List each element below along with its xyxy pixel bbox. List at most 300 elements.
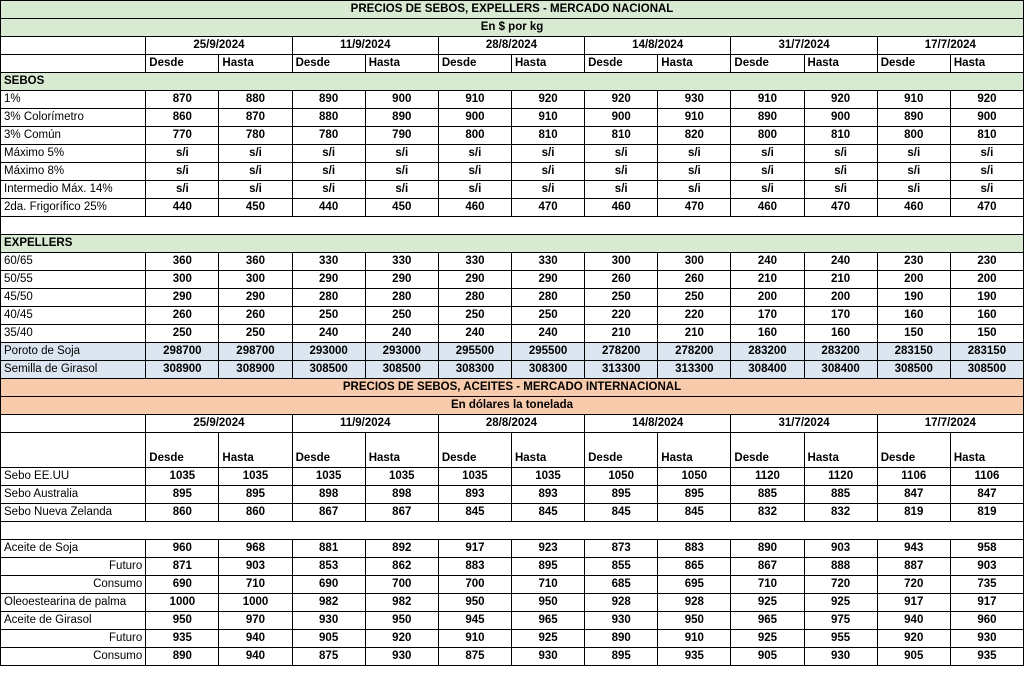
desde-header: Desde bbox=[438, 433, 511, 468]
price-cell: 300 bbox=[146, 271, 219, 289]
price-cell: 1000 bbox=[219, 594, 292, 612]
price-cell: 200 bbox=[804, 289, 877, 307]
price-cell: 295500 bbox=[511, 343, 584, 361]
price-cell: 240 bbox=[365, 325, 438, 343]
price-cell: 290 bbox=[146, 289, 219, 307]
price-cell: 960 bbox=[950, 612, 1023, 630]
price-cell: 950 bbox=[511, 594, 584, 612]
section-label-row bbox=[1, 235, 1024, 253]
spacer-row bbox=[1, 217, 1024, 235]
price-cell: 1035 bbox=[511, 468, 584, 486]
table-row bbox=[1, 181, 1024, 199]
date-header: 11/9/2024 bbox=[292, 37, 438, 55]
price-cell: 890 bbox=[292, 91, 365, 109]
price-cell: 905 bbox=[731, 648, 804, 666]
price-cell: 905 bbox=[292, 630, 365, 648]
price-cell: 150 bbox=[950, 325, 1023, 343]
price-cell: 920 bbox=[585, 91, 658, 109]
price-cell: s/i bbox=[438, 145, 511, 163]
price-cell: 1106 bbox=[950, 468, 1023, 486]
price-cell: 240 bbox=[731, 253, 804, 271]
price-cell: 1000 bbox=[146, 594, 219, 612]
price-cell: 690 bbox=[146, 576, 219, 594]
price-cell: 470 bbox=[804, 199, 877, 217]
desde-header: Desde bbox=[292, 55, 365, 73]
date-header: 25/9/2024 bbox=[146, 37, 292, 55]
price-cell: 710 bbox=[731, 576, 804, 594]
section-label-row bbox=[1, 73, 1024, 91]
empty-cell bbox=[1, 522, 1024, 540]
desde-header: Desde bbox=[146, 55, 219, 73]
price-cell: 940 bbox=[219, 630, 292, 648]
section-label: SEBOS bbox=[1, 73, 1024, 91]
price-cell: 150 bbox=[877, 325, 950, 343]
price-cell: 250 bbox=[219, 325, 292, 343]
section-title: PRECIOS DE SEBOS, ACEITES - MERCADO INTERNACIONAL bbox=[1, 379, 1024, 397]
empty-cell bbox=[1, 37, 146, 55]
price-cell: 898 bbox=[365, 486, 438, 504]
price-cell: s/i bbox=[877, 163, 950, 181]
price-cell: s/i bbox=[219, 181, 292, 199]
price-cell: 220 bbox=[658, 307, 731, 325]
price-cell: s/i bbox=[731, 145, 804, 163]
price-cell: 970 bbox=[219, 612, 292, 630]
row-label: 45/50 bbox=[1, 289, 146, 307]
price-cell: 910 bbox=[658, 109, 731, 127]
price-cell: 780 bbox=[292, 127, 365, 145]
price-cell: 982 bbox=[292, 594, 365, 612]
price-cell: s/i bbox=[585, 145, 658, 163]
price-cell: 943 bbox=[877, 540, 950, 558]
price-cell: s/i bbox=[146, 181, 219, 199]
price-cell: s/i bbox=[877, 145, 950, 163]
desde-header: Desde bbox=[146, 433, 219, 468]
price-cell: 810 bbox=[585, 127, 658, 145]
price-cell: 170 bbox=[804, 307, 877, 325]
price-cell: 308300 bbox=[438, 361, 511, 379]
price-cell: s/i bbox=[292, 181, 365, 199]
price-cell: 925 bbox=[511, 630, 584, 648]
price-cell: 900 bbox=[804, 109, 877, 127]
unit-subtitle: En dólares la tonelada bbox=[1, 397, 1024, 415]
price-cell: 895 bbox=[511, 558, 584, 576]
row-label: 60/65 bbox=[1, 253, 146, 271]
row-label: 50/55 bbox=[1, 271, 146, 289]
price-cell: 1035 bbox=[292, 468, 365, 486]
hasta-header: Hasta bbox=[219, 433, 292, 468]
row-label: Sebo Australia bbox=[1, 486, 146, 504]
price-cell: s/i bbox=[950, 181, 1023, 199]
price-cell: 888 bbox=[804, 558, 877, 576]
price-cell: 847 bbox=[877, 486, 950, 504]
price-cell: 820 bbox=[658, 127, 731, 145]
price-cell: 735 bbox=[950, 576, 1023, 594]
price-cell: 1120 bbox=[804, 468, 877, 486]
price-cell: 930 bbox=[292, 612, 365, 630]
desde-header: Desde bbox=[877, 433, 950, 468]
price-cell: 930 bbox=[585, 612, 658, 630]
table-row bbox=[1, 145, 1024, 163]
price-cell: 700 bbox=[438, 576, 511, 594]
row-label: Oleoestearina de palma bbox=[1, 594, 146, 612]
date-header: 11/9/2024 bbox=[292, 415, 438, 433]
row-label: Sebo EE.UU bbox=[1, 468, 146, 486]
price-cell: 968 bbox=[219, 540, 292, 558]
price-cell: 895 bbox=[658, 486, 731, 504]
price-cell: 240 bbox=[438, 325, 511, 343]
price-cell: 845 bbox=[658, 504, 731, 522]
price-cell: 295500 bbox=[438, 343, 511, 361]
price-cell: 200 bbox=[731, 289, 804, 307]
price-cell: 900 bbox=[438, 109, 511, 127]
table-row bbox=[1, 504, 1024, 522]
price-cell: s/i bbox=[146, 145, 219, 163]
price-cell: 440 bbox=[146, 199, 219, 217]
price-cell: 330 bbox=[511, 253, 584, 271]
price-cell: s/i bbox=[511, 145, 584, 163]
row-label: 35/40 bbox=[1, 325, 146, 343]
price-cell: 819 bbox=[877, 504, 950, 522]
price-cell: 230 bbox=[877, 253, 950, 271]
price-cell: s/i bbox=[731, 181, 804, 199]
hasta-header: Hasta bbox=[804, 433, 877, 468]
price-cell: 250 bbox=[511, 307, 584, 325]
desde-header: Desde bbox=[292, 433, 365, 468]
price-cell: 330 bbox=[438, 253, 511, 271]
hasta-header: Hasta bbox=[804, 55, 877, 73]
price-cell: 810 bbox=[804, 127, 877, 145]
price-cell: s/i bbox=[585, 181, 658, 199]
price-cell: s/i bbox=[292, 145, 365, 163]
price-cell: 210 bbox=[804, 271, 877, 289]
price-cell: 300 bbox=[585, 253, 658, 271]
price-cell: 940 bbox=[877, 612, 950, 630]
price-cell: 240 bbox=[511, 325, 584, 343]
table-row bbox=[1, 253, 1024, 271]
price-cell: 892 bbox=[365, 540, 438, 558]
price-cell: 280 bbox=[511, 289, 584, 307]
price-cell: 780 bbox=[219, 127, 292, 145]
price-cell: 900 bbox=[365, 91, 438, 109]
price-cell: 460 bbox=[438, 199, 511, 217]
date-header: 31/7/2024 bbox=[731, 37, 877, 55]
table-row bbox=[1, 361, 1024, 379]
table-row bbox=[1, 612, 1024, 630]
price-cell: 910 bbox=[658, 630, 731, 648]
price-cell: 210 bbox=[585, 325, 658, 343]
price-cell: 330 bbox=[365, 253, 438, 271]
price-cell: 867 bbox=[365, 504, 438, 522]
price-cell: 250 bbox=[365, 307, 438, 325]
price-cell: 917 bbox=[438, 540, 511, 558]
date-header: 31/7/2024 bbox=[731, 415, 877, 433]
price-cell: 940 bbox=[219, 648, 292, 666]
price-cell: 250 bbox=[585, 289, 658, 307]
price-cell: s/i bbox=[219, 145, 292, 163]
price-cell: 278200 bbox=[658, 343, 731, 361]
price-cell: 955 bbox=[804, 630, 877, 648]
price-cell: s/i bbox=[438, 163, 511, 181]
price-cell: 832 bbox=[804, 504, 877, 522]
price-cell: 298700 bbox=[219, 343, 292, 361]
price-cell: 975 bbox=[804, 612, 877, 630]
desde-header: Desde bbox=[731, 433, 804, 468]
price-cell: 875 bbox=[292, 648, 365, 666]
price-cell: 250 bbox=[658, 289, 731, 307]
date-header: 28/8/2024 bbox=[438, 415, 584, 433]
price-cell: 935 bbox=[146, 630, 219, 648]
price-cell: 160 bbox=[950, 307, 1023, 325]
empty-cell bbox=[1, 217, 1024, 235]
price-cell: 283150 bbox=[950, 343, 1023, 361]
table-row bbox=[1, 558, 1024, 576]
price-cell: 910 bbox=[438, 630, 511, 648]
price-cell: 440 bbox=[292, 199, 365, 217]
price-cell: 893 bbox=[438, 486, 511, 504]
price-cell: 210 bbox=[731, 271, 804, 289]
price-cell: 1050 bbox=[585, 468, 658, 486]
row-label: 2da. Frigorífico 25% bbox=[1, 199, 146, 217]
price-cell: 883 bbox=[438, 558, 511, 576]
price-cell: 890 bbox=[731, 109, 804, 127]
price-cell: 1106 bbox=[877, 468, 950, 486]
price-cell: 860 bbox=[219, 504, 292, 522]
price-cell: 885 bbox=[731, 486, 804, 504]
table-row bbox=[1, 576, 1024, 594]
price-cell: s/i bbox=[365, 163, 438, 181]
price-cell: s/i bbox=[804, 163, 877, 181]
price-cell: s/i bbox=[950, 163, 1023, 181]
hasta-header: Hasta bbox=[950, 55, 1023, 73]
price-cell: 308900 bbox=[146, 361, 219, 379]
desde-header: Desde bbox=[585, 55, 658, 73]
date-header: 14/8/2024 bbox=[585, 37, 731, 55]
price-cell: 360 bbox=[219, 253, 292, 271]
price-cell: s/i bbox=[950, 145, 1023, 163]
price-cell: 308500 bbox=[292, 361, 365, 379]
price-cell: 903 bbox=[219, 558, 292, 576]
price-cell: 893 bbox=[511, 486, 584, 504]
price-cell: 770 bbox=[146, 127, 219, 145]
date-row bbox=[1, 415, 1024, 433]
price-cell: 920 bbox=[950, 91, 1023, 109]
price-cell: 890 bbox=[731, 540, 804, 558]
hasta-header: Hasta bbox=[365, 55, 438, 73]
price-cell: 885 bbox=[804, 486, 877, 504]
price-cell: 360 bbox=[146, 253, 219, 271]
price-cell: 710 bbox=[219, 576, 292, 594]
price-cell: 965 bbox=[731, 612, 804, 630]
price-cell: 250 bbox=[292, 307, 365, 325]
price-cell: 240 bbox=[292, 325, 365, 343]
price-cell: 900 bbox=[585, 109, 658, 127]
price-cell: 917 bbox=[950, 594, 1023, 612]
row-label: Consumo bbox=[1, 576, 146, 594]
price-cell: 930 bbox=[365, 648, 438, 666]
row-label: Futuro bbox=[1, 630, 146, 648]
price-cell: 313300 bbox=[585, 361, 658, 379]
price-cell: 895 bbox=[585, 648, 658, 666]
desde-hasta-row bbox=[1, 55, 1024, 73]
section-label: EXPELLERS bbox=[1, 235, 1024, 253]
date-header: 14/8/2024 bbox=[585, 415, 731, 433]
row-label: 40/45 bbox=[1, 307, 146, 325]
price-cell: 903 bbox=[804, 540, 877, 558]
price-cell: 860 bbox=[146, 504, 219, 522]
price-cell: 160 bbox=[877, 307, 950, 325]
price-cell: 860 bbox=[146, 109, 219, 127]
price-cell: 200 bbox=[877, 271, 950, 289]
price-cell: 200 bbox=[950, 271, 1023, 289]
price-cell: s/i bbox=[877, 181, 950, 199]
price-cell: 847 bbox=[950, 486, 1023, 504]
price-cell: 290 bbox=[365, 271, 438, 289]
price-cell: 210 bbox=[658, 325, 731, 343]
price-cell: 832 bbox=[731, 504, 804, 522]
table-row bbox=[1, 163, 1024, 181]
price-cell: 160 bbox=[731, 325, 804, 343]
desde-header: Desde bbox=[438, 55, 511, 73]
price-cell: s/i bbox=[511, 181, 584, 199]
price-cell: 867 bbox=[731, 558, 804, 576]
unit-subtitle: En $ por kg bbox=[1, 19, 1024, 37]
row-label: Consumo bbox=[1, 648, 146, 666]
desde-header: Desde bbox=[877, 55, 950, 73]
price-cell: 230 bbox=[950, 253, 1023, 271]
price-cell: 290 bbox=[511, 271, 584, 289]
price-cell: 880 bbox=[219, 91, 292, 109]
empty-cell bbox=[1, 415, 146, 433]
price-cell: 1035 bbox=[219, 468, 292, 486]
table-row bbox=[1, 540, 1024, 558]
price-cell: 800 bbox=[731, 127, 804, 145]
table-row bbox=[1, 648, 1024, 666]
price-cell: 870 bbox=[219, 109, 292, 127]
price-cell: 890 bbox=[877, 109, 950, 127]
price-cell: 470 bbox=[658, 199, 731, 217]
price-cell: s/i bbox=[365, 181, 438, 199]
unit-row bbox=[1, 19, 1024, 37]
price-cell: 930 bbox=[658, 91, 731, 109]
date-header: 17/7/2024 bbox=[877, 37, 1023, 55]
price-cell: 283200 bbox=[804, 343, 877, 361]
price-cell: 862 bbox=[365, 558, 438, 576]
price-cell: 925 bbox=[804, 594, 877, 612]
price-cell: 875 bbox=[438, 648, 511, 666]
row-label: Aceite de Girasol bbox=[1, 612, 146, 630]
price-cell: 280 bbox=[365, 289, 438, 307]
price-cell: 260 bbox=[658, 271, 731, 289]
desde-header: Desde bbox=[731, 55, 804, 73]
table-row bbox=[1, 630, 1024, 648]
price-cell: 308300 bbox=[511, 361, 584, 379]
price-cell: 290 bbox=[219, 289, 292, 307]
price-cell: 890 bbox=[146, 648, 219, 666]
price-cell: 800 bbox=[438, 127, 511, 145]
price-cell: 930 bbox=[511, 648, 584, 666]
price-cell: 1120 bbox=[731, 468, 804, 486]
price-cell: s/i bbox=[438, 181, 511, 199]
price-cell: 308400 bbox=[804, 361, 877, 379]
price-cell: 903 bbox=[950, 558, 1023, 576]
price-cell: 260 bbox=[585, 271, 658, 289]
price-cell: 278200 bbox=[585, 343, 658, 361]
row-label: 1% bbox=[1, 91, 146, 109]
price-cell: 800 bbox=[877, 127, 950, 145]
price-cell: 283200 bbox=[731, 343, 804, 361]
price-cell: s/i bbox=[585, 163, 658, 181]
price-cell: 308500 bbox=[950, 361, 1023, 379]
table-row bbox=[1, 127, 1024, 145]
hasta-header: Hasta bbox=[219, 55, 292, 73]
price-cell: 450 bbox=[365, 199, 438, 217]
price-cell: s/i bbox=[658, 181, 731, 199]
price-cell: 300 bbox=[658, 253, 731, 271]
hasta-header: Hasta bbox=[511, 433, 584, 468]
price-cell: 867 bbox=[292, 504, 365, 522]
price-cell: 887 bbox=[877, 558, 950, 576]
price-cell: 470 bbox=[950, 199, 1023, 217]
price-cell: 910 bbox=[511, 109, 584, 127]
price-cell: 308500 bbox=[365, 361, 438, 379]
date-header: 28/8/2024 bbox=[438, 37, 584, 55]
price-cell: 920 bbox=[804, 91, 877, 109]
price-cell: 935 bbox=[950, 648, 1023, 666]
spacer-row bbox=[1, 522, 1024, 540]
price-cell: 945 bbox=[438, 612, 511, 630]
price-cell: 260 bbox=[146, 307, 219, 325]
price-cell: 1035 bbox=[365, 468, 438, 486]
price-cell: 880 bbox=[292, 109, 365, 127]
price-cell: 690 bbox=[292, 576, 365, 594]
price-cell: 950 bbox=[658, 612, 731, 630]
table-row bbox=[1, 468, 1024, 486]
price-cell: 930 bbox=[804, 648, 877, 666]
price-cell: s/i bbox=[804, 181, 877, 199]
price-cell: 1035 bbox=[146, 468, 219, 486]
price-cell: 890 bbox=[365, 109, 438, 127]
price-cell: 293000 bbox=[365, 343, 438, 361]
date-row bbox=[1, 37, 1024, 55]
price-cell: 190 bbox=[950, 289, 1023, 307]
table-row bbox=[1, 325, 1024, 343]
price-cell: 923 bbox=[511, 540, 584, 558]
price-cell: 865 bbox=[658, 558, 731, 576]
row-label: 3% Colorímetro bbox=[1, 109, 146, 127]
price-cell: 982 bbox=[365, 594, 438, 612]
price-cell: 928 bbox=[658, 594, 731, 612]
price-cell: 950 bbox=[438, 594, 511, 612]
price-cell: 920 bbox=[877, 630, 950, 648]
price-cell: 293000 bbox=[292, 343, 365, 361]
price-cell: s/i bbox=[511, 163, 584, 181]
price-cell: 300 bbox=[219, 271, 292, 289]
empty-cell bbox=[1, 55, 146, 73]
price-cell: 930 bbox=[950, 630, 1023, 648]
price-cell: 220 bbox=[585, 307, 658, 325]
price-cell: 881 bbox=[292, 540, 365, 558]
table-row bbox=[1, 594, 1024, 612]
price-cell: 1050 bbox=[658, 468, 731, 486]
desde-header: Desde bbox=[585, 433, 658, 468]
hasta-header: Hasta bbox=[658, 55, 731, 73]
price-cell: 308400 bbox=[731, 361, 804, 379]
price-cell: 250 bbox=[438, 307, 511, 325]
table-row bbox=[1, 289, 1024, 307]
price-cell: 280 bbox=[292, 289, 365, 307]
price-cell: 965 bbox=[511, 612, 584, 630]
section-title-row bbox=[1, 379, 1024, 397]
